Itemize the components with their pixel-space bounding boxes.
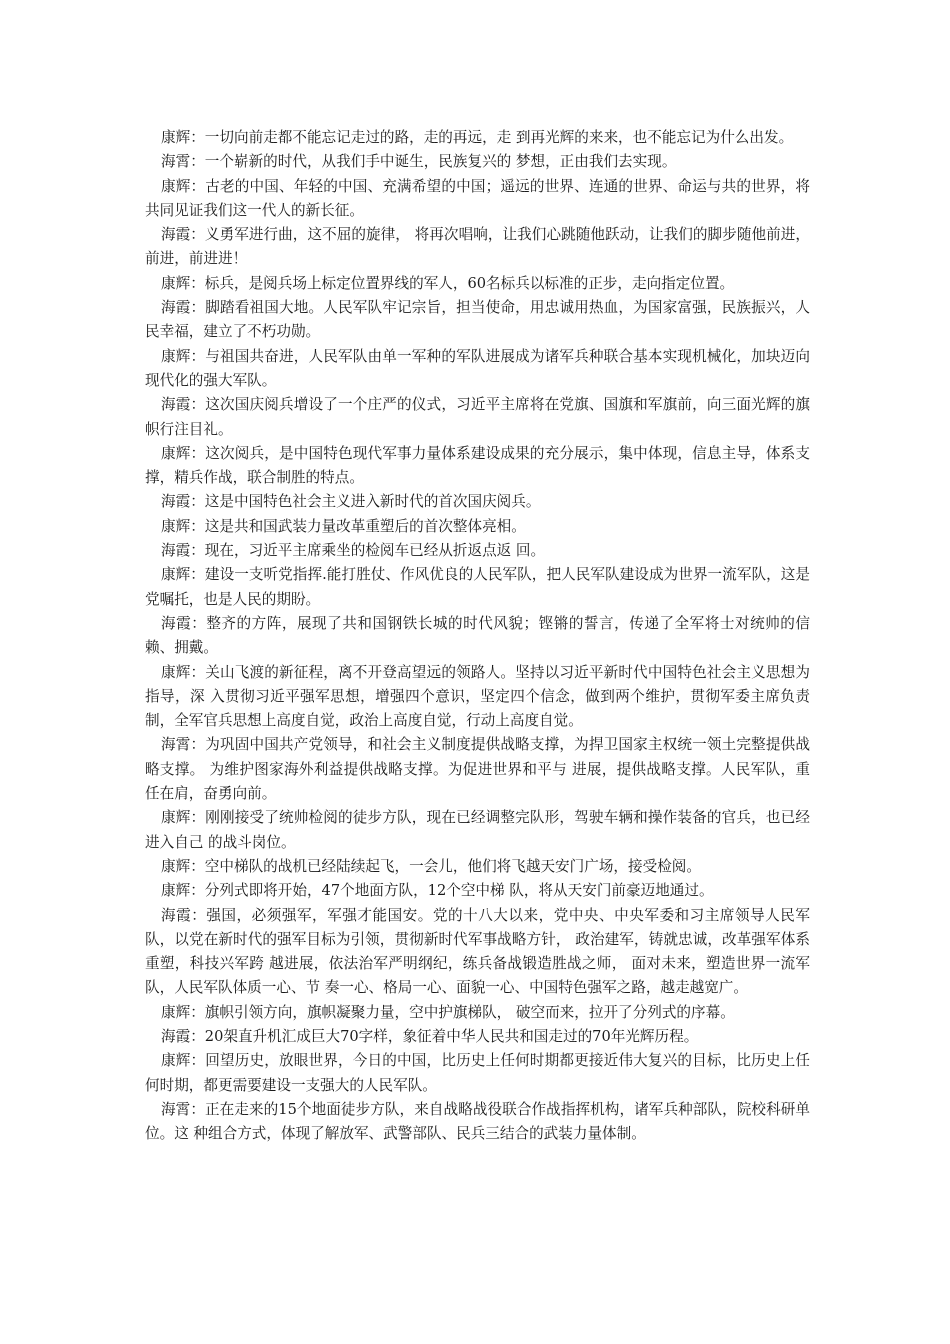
paragraph-17: 康辉：刚刚接受了统帅检阅的徒步方队，现在已经调整完队形，驾驶车辆和操作装备的官兵，也已经进入自己 的战斗岗位。 <box>145 809 810 851</box>
paragraph-11: 康辉：这是共和国武装力量改革重塑后的首次整体亮相。 <box>161 517 526 535</box>
paragraph-19: 康辉：分列式即将开始，47个地面方队，12个空中梯 队，将从天安门前豪迈地通过。 <box>161 882 714 900</box>
paragraph-18: 康辉：空中梯队的战机已经陆续起飞，一会儿，他们将飞越天安门广场，接受检阅。 <box>161 857 701 875</box>
paragraph-1: 康辉：一切向前走都不能忘记走过的路，走的再远，走 到再光辉的来来，也不能忘记为什么出发。 <box>161 129 794 146</box>
paragraph-10: 海霞：这是中国特色社会主义进入新时代的首次国庆阅兵。 <box>161 493 541 511</box>
paragraph-21: 康辉：旗帜引领方向，旗帜凝聚力量，空中护旗梯队， 破空而来，拉开了分列式的序幕。 <box>161 1003 735 1021</box>
paragraph-20: 海霞：强国，必须强军，军强才能国安。党的十八大以来，党中央、中央军委和习主席领导人民军队，以党在新时代的强军目标为引领，贯彻新时代军事战略方针， 政治建军，铸就忠诚，改革强军体系重塑，科技兴军跨 越进展，依法治军严明纲纪，练兵备战锻造胜战之师， 面对未来，塑造世界一流军队，人民军队体质一心、节 奏一心、格局一心、面貌一心、中国特色强军之路，越走越宽广。 <box>145 906 810 997</box>
paragraph-16: 海霄：为巩固中国共产党领导，和社会主义制度提供战略支撑，为捍卫国家主权统一领土完整提供战略支撑。 为维护图家海外利益提供战略支撑。为促进世界和平与 进展，提供战略支撑。人民军队，重任在肩，奋勇向前。 <box>145 736 810 803</box>
paragraph-9: 康辉：这次阅兵，是中国特色现代军事力量体系建设成果的充分展示，集中体现，信息主导，体系支撑，精兵作战，联合制胜的特点。 <box>145 444 810 487</box>
paragraph-14: 海霞：整齐的方阵，展现了共和国钢铁长城的时代风貌；铿锵的誓言，传递了全军将士对统帅的信赖、拥戴。 <box>145 614 810 657</box>
paragraph-24: 海霄：正在走来的15个地面徒步方队，来自战略战役联合作战指挥机构，诸军兵种部队，院校科研单位。这 种组合方式，体现了解放军、武警部队、民兵三结合的武装力量体制。 <box>145 1100 810 1143</box>
paragraph-5: 康辉：标兵，是阅兵场上标定位置界线的军人，60名标兵以标准的正步，走向指定位置。 <box>161 274 735 292</box>
paragraph-12: 海霞：现在，习近平主席乘坐的检阅车已经从折返点返 回。 <box>161 542 546 560</box>
paragraph-15: 康辉：关山飞渡的新征程，离不开登高望远的领路人。坚持以习近平新时代中国特色社会主义思想为指导，深 入贯彻习近平强军思想，增强四个意识，坚定四个信念，做到两个维护，贯彻军委主席负责制，全军官兵思想上高度自觉，政治上高度自觉，行动上高度自觉。 <box>145 663 810 730</box>
paragraph-2: 海霄：一个崭新的时代，从我们手中诞生，民族复兴的 梦想，正由我们去实现。 <box>161 153 677 171</box>
document-page <box>145 126 810 1146</box>
paragraph-6: 海霞：脚踏看祖国大地。人民军队牢记宗旨，担当使命，用忠诚用热血，为国家富强，民族振兴，人民幸福，建立了不朽功勋。 <box>145 299 810 341</box>
paragraph-4: 海霞：义勇军进行曲，这不屈的旋律， 将再次唱响，让我们心跳随他跃动，让我们的脚步随他前进，前进，前进进！ <box>145 226 810 268</box>
paragraph-7: 康辉：与祖国共奋进，人民军队由单一军种的军队进展成为诸军兵种联合基本实现机械化，加块迈向现代化的强大军队。 <box>145 347 810 389</box>
paragraph-3: 康辉：古老的中国、年轻的中国、充满希望的中国；遥远的世界、连通的世界、命运与共的世界，将共同见证我们这一代人的新长征。 <box>145 177 810 219</box>
paragraph-8: 海霞：这次国庆阅兵增设了一个庄严的仪式，习近平主席将在党旗、国旗和军旗前，向三面光辉的旗帜行注目礼。 <box>145 396 810 438</box>
paragraph-13: 康辉：建设一支听党指挥.能打胜仗、作风优良的人民军队，把人民军队建设成为世界一流军队，这是党嘱托，也是人民的期盼。 <box>145 566 810 608</box>
paragraph-23: 康辉：回望历史，放眼世界，今日的中国，比历史上任何时期都更接近伟大复兴的目标，比历史上任何时期，都更需要建设一支强大的人民军队。 <box>145 1052 810 1094</box>
paragraph-22: 海霞：20架直升机汇成巨大70字样，象征着中华人民共和国走过的70年光辉历程。 <box>161 1027 699 1045</box>
